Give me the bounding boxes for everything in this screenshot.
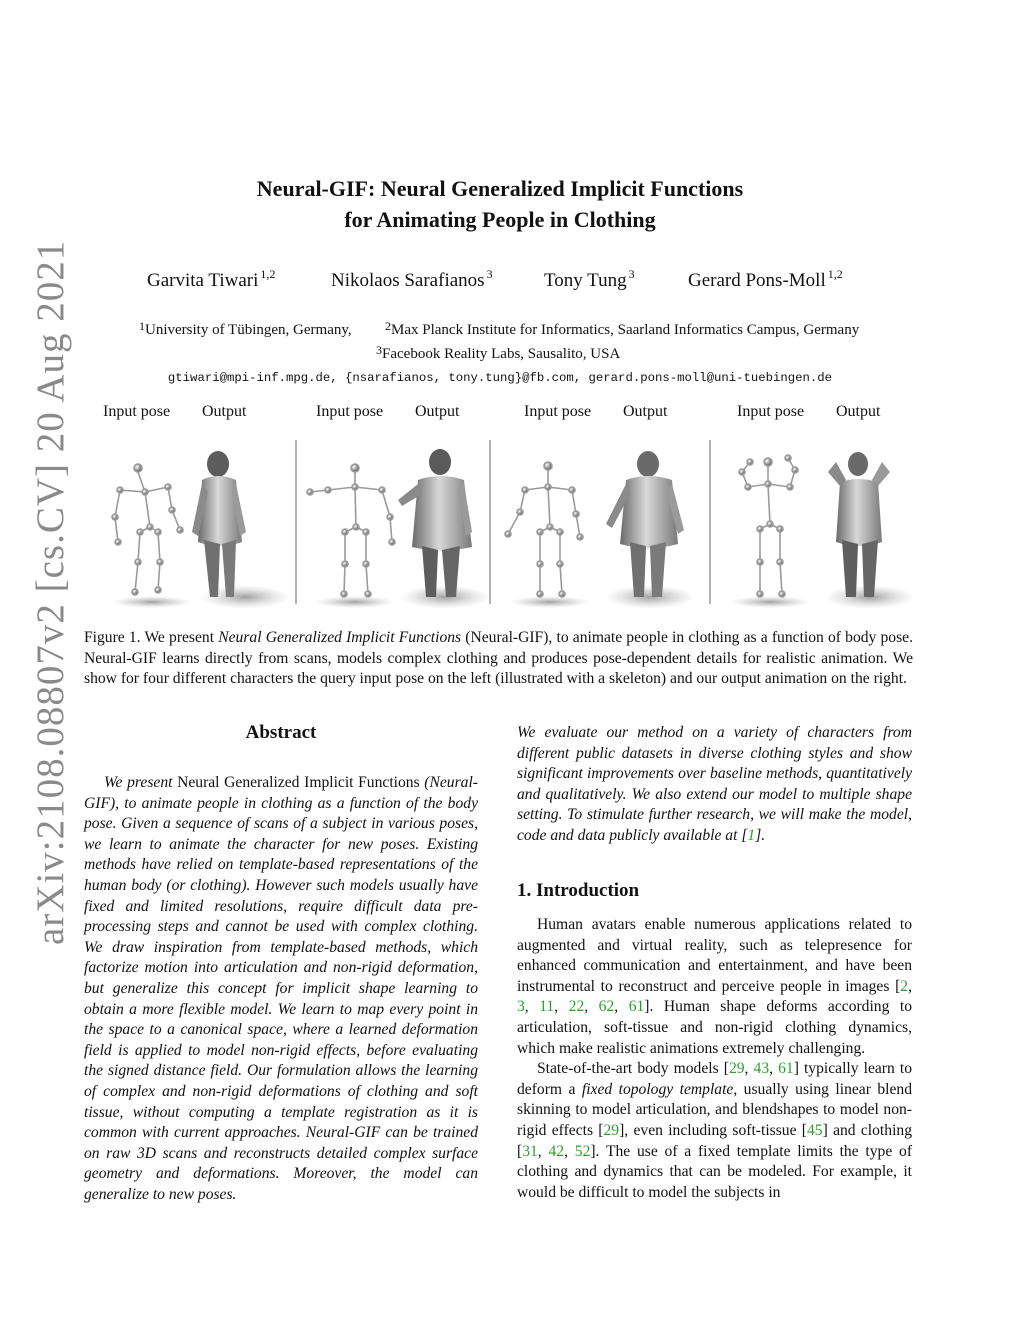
clothed-avatar-output — [192, 451, 290, 609]
figure-caption: Figure 1. We present Neural Generalized Implicit Functions (Neural-GIF), to animate people in clothing as a function of body pose. Neural-GIF learns directly from scans, models complex clothing and produces pose-dependent details for realistic animation. We show for four different characters the query input pose on the left (illustrated with a skeleton) and our output animation on the right. — [84, 629, 913, 687]
author: Tony Tung $^3$ — [544, 267, 635, 291]
figure-label-output: Output — [415, 403, 460, 420]
author: Gerard Pons-Moll $^{1,2}$ — [688, 267, 843, 291]
citation-link[interactable]: 11 — [539, 998, 555, 1016]
figure-label-input: Input pose — [316, 403, 384, 420]
figure-label-output: Output — [202, 403, 247, 420]
citation-link[interactable]: 1 — [747, 826, 756, 844]
author-emails: gtiwari@mpi-inf.mpg.de, {nsarafianos, tony.tung}@fb.com, gerard.pons-moll@uni-tuebingen.de — [167, 371, 833, 385]
figure-label-input: Input pose — [524, 403, 592, 420]
citation-link[interactable]: 43 — [753, 1060, 770, 1078]
citation-link[interactable]: 2 — [900, 977, 909, 995]
abstract-heading: Abstract — [245, 722, 317, 743]
skeleton-pose — [505, 462, 590, 608]
arxiv-identifier: arXiv:2108.08807v2 [cs.CV] 20 Aug 2021 — [29, 239, 72, 945]
abstract-continuation: We evaluate our method on a variety of characters from different public datasets in diverse clothing styles and show significant improvements over baseline methods, quantitatively and qualitatively. We also extend our model to multiple shape setting. To stimulate further research, we will make the model, code and data publicly available at [1]. — [517, 724, 912, 844]
paper-title-line1: Neural-GIF: Neural Generalized Implicit Functions — [256, 176, 744, 201]
citation-link[interactable]: 31 — [522, 1142, 538, 1160]
citation-link[interactable]: 62 — [598, 998, 615, 1016]
skeleton-pose — [112, 464, 192, 608]
introduction-body: Human avatars enable numerous applications related to augmented and virtual reality, such as telepresence for enhanced communication and entertainment, and have been instrumental to reconstruct and perceive people in images [2, 3, 11, 22, 62, 61]. Human shape deforms according to articulation, soft-tissue and non-rigid clothing dynamics, which make realistic animations extremely challenging. State-of-the-art body models [29, 43, 61] typically learn to deform a fixed topology template, usually using linear blend skinning to model articulation, and blendshapes to model non-rigid effects [29], even including soft-tissue [45] and clothing [31, 42, 52]. The use of a fixed template limits the type of clothing and dynamics that can be modeled. For example, it would be difficult to model the subjects in — [517, 916, 913, 1201]
skeleton-pose — [730, 455, 810, 608]
figure-label-output: Output — [623, 403, 668, 420]
section-heading-introduction: 1. Introduction — [517, 880, 640, 901]
skeleton-pose — [307, 464, 395, 608]
citation-link[interactable]: 3 — [517, 998, 525, 1016]
affiliation: $^1$University of Tübingen, Germany, — [139, 319, 352, 338]
teaser-figure — [100, 432, 920, 612]
author-list — [0, 267, 1024, 296]
figure-label-input: Input pose — [103, 403, 171, 420]
citation-link[interactable]: 61 — [628, 998, 645, 1016]
author: Garvita Tiwari $^{1,2}$ — [147, 267, 276, 291]
clothed-avatar-output — [825, 452, 915, 609]
figure-label-output: Output — [836, 403, 881, 420]
affiliation: $^3$Facebook Reality Labs, Sausalito, USA — [376, 343, 621, 362]
citation-link[interactable]: 61 — [778, 1060, 794, 1078]
citation-link[interactable]: 29 — [603, 1121, 620, 1139]
figure-label-input: Input pose — [737, 403, 805, 420]
clothed-avatar-output — [605, 451, 695, 609]
citation-link[interactable]: 22 — [568, 998, 585, 1016]
abstract-body: We present Neural Generalized Implicit Functions (Neural-GIF), to animate people in clothing as a function of the body pose. Given a sequence of scans of a subject in various poses, we learn to animate the character for new poses. Existing methods have relied on template-based representations of the human body (or clothing). However such models usually have fixed and limited resolutions, require difficult data pre-processing steps and cannot be used with complex clothing. We draw inspiration from template-based methods, which factorize motion into articulation and non-rigid deformation, but generalize this concept for implicit shape learning to obtain a more flexible model. We learn to map every point in the space to a canonical space, where a learned deformation field is applied to model non-rigid effects, before evaluating the signed distance field. Our formulation allows the learning of complex and non-rigid deformations of clothing and soft tissue, without computing a template registration as it is common with current approaches. Neural-GIF can be trained on raw 3D scans and reconstructs detailed complex surface geometry and deformations. Moreover, the model can generalize to new poses. — [84, 774, 478, 1203]
paper-title-line2: for Animating People in Clothing — [344, 207, 656, 232]
citation-link[interactable]: 52 — [574, 1142, 591, 1160]
affiliation: $^2$Max Planck Institute for Informatics, Saarland Informatics Campus, Germany — [385, 319, 860, 338]
citation-link[interactable]: 29 — [728, 1060, 745, 1078]
author: Nikolaos Sarafianos $^3$ — [331, 267, 493, 291]
citation-link[interactable]: 42 — [548, 1142, 565, 1160]
clothed-avatar-output — [398, 449, 490, 609]
citation-link[interactable]: 45 — [807, 1121, 823, 1139]
